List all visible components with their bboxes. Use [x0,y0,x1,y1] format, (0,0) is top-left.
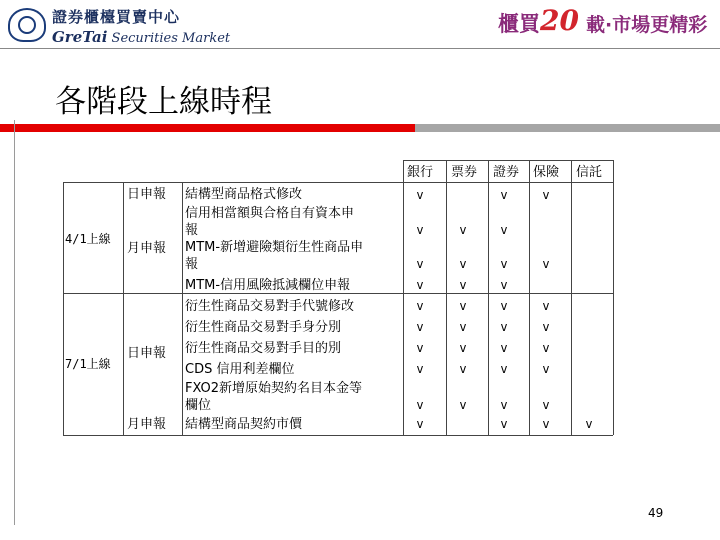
table-hline [63,182,613,183]
item-label: 報 [185,223,199,238]
col-header-insurance: 保險 [533,165,560,180]
period-label: 日申報 [127,346,167,361]
period-label: 月申報 [127,241,167,256]
period-label: 月申報 [127,417,167,432]
table-vline [529,160,530,435]
header-divider [0,48,720,49]
check-mark: v [542,299,550,313]
check-mark: v [500,341,508,355]
logo-left-cn: 證券櫃檯買賣中心 [52,8,181,26]
check-mark: v [416,320,424,334]
check-mark: v [500,257,508,271]
check-mark: v [459,278,467,292]
check-mark: v [542,417,550,431]
check-mark: v [542,320,550,334]
gretai-seal-icon [8,8,46,42]
col-header-bills: 票券 [451,165,478,180]
check-mark: v [416,398,424,412]
check-mark: v [416,223,424,237]
check-mark: v [416,299,424,313]
check-mark: v [459,341,467,355]
gretai-logo [8,4,231,48]
check-mark: v [416,417,424,431]
table-hline [63,293,613,294]
check-mark: v [459,320,467,334]
title-bar-gray [415,124,720,132]
check-mark: v [416,278,424,292]
table-hline [63,435,613,436]
logo-right-b: 載·市場更精彩 [586,14,708,36]
check-mark: v [500,417,508,431]
logo-right-num: 20 [540,4,579,37]
item-label: 衍生性商品交易對手目的別 [185,341,342,356]
col-header-trust: 信託 [576,165,603,180]
period-label: 日申報 [127,187,167,202]
table-vline [123,182,124,435]
col-header-securities: 證券 [493,165,520,180]
check-mark: v [500,299,508,313]
schedule-table [63,160,613,435]
col-header-bank: 銀行 [407,165,434,180]
check-mark: v [542,341,550,355]
title-bar-red [0,124,415,132]
table-vline [446,160,447,435]
check-mark: v [500,362,508,376]
left-rule [14,120,15,525]
check-mark: v [500,223,508,237]
item-label: 信用相當額與合格自有資本申 [185,206,355,221]
check-mark: v [500,188,508,202]
item-label: MTM-信用風險抵減欄位申報 [185,278,351,293]
item-label: 衍生性商品交易對手代號修改 [185,299,355,314]
check-mark: v [416,362,424,376]
check-mark: v [542,362,550,376]
table-vline [182,182,183,435]
item-label: 結構型商品契約市價 [185,417,303,432]
check-mark: v [500,398,508,412]
phase-label: 4/1上線 [65,232,111,246]
check-mark: v [585,417,593,431]
check-mark: v [459,299,467,313]
check-mark: v [500,320,508,334]
item-label: 結構型商品格式修改 [185,187,303,202]
table-vline [63,182,64,435]
table-vline [571,160,572,435]
page-number: 49 [648,506,664,520]
table-vline [488,160,489,435]
check-mark: v [542,188,550,202]
check-mark: v [459,398,467,412]
check-mark: v [542,257,550,271]
table-hline [403,160,613,161]
item-label: 欄位 [185,398,212,413]
item-label: MTM-新增避險類衍生性商品申 [185,240,364,255]
check-mark: v [459,223,467,237]
item-label: 報 [185,257,199,272]
check-mark: v [459,362,467,376]
item-label: 衍生性商品交易對手身分別 [185,320,342,335]
logo-right-a: 櫃買 [498,12,540,36]
check-mark: v [459,257,467,271]
table-vline [403,160,404,435]
check-mark: v [500,278,508,292]
item-label: CDS 信用利差欄位 [185,362,295,377]
check-mark: v [416,188,424,202]
anniversary-logo [498,6,716,40]
logo-left-en: GreTai Securities Market [52,28,231,46]
check-mark: v [542,398,550,412]
page-title: 各階段上線時程 [55,84,272,120]
item-label: FXO2新增原始契約名目本金等 [185,381,363,396]
phase-label: 7/1上線 [65,357,111,371]
check-mark: v [416,257,424,271]
check-mark: v [416,341,424,355]
table-vline [613,160,614,435]
